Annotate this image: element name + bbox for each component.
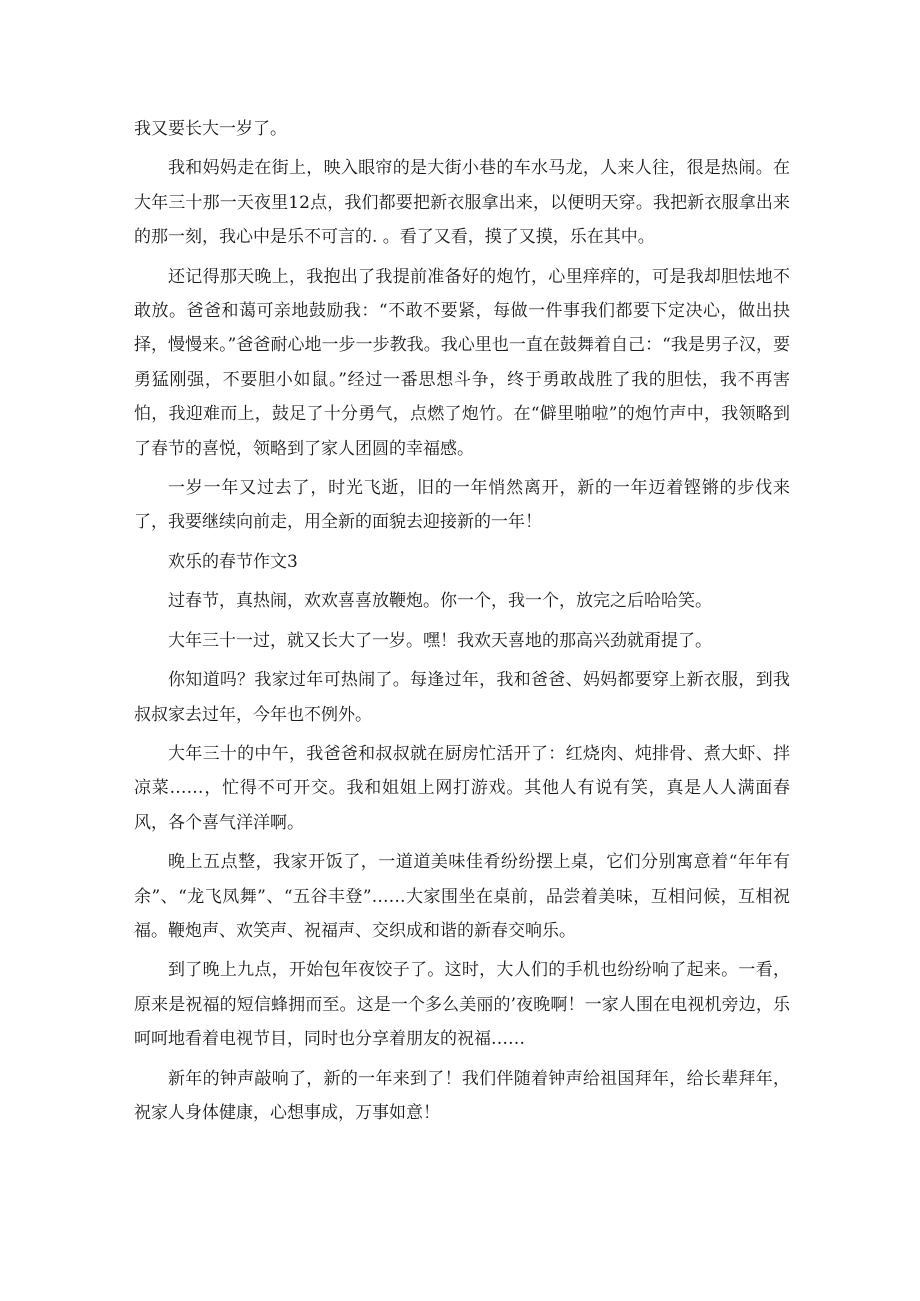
essay-title: 欢乐的春节作文3 (168, 551, 298, 572)
paragraph-dinner: 晚上五点整，我家开饭了，一道道美味佳肴纷纷摆上桌，它们分别寓意着“年年有余”、“龙飞凤舞”、“五谷丰登”……大家围坐在桌前，品尝着美味，互相问候，互相祝福。鞭炮声、欢笑声、祝福声、交织成和谐的新春交响乐。 (134, 852, 790, 941)
paragraph-one-year-older: 大年三十一过，就又长大了一岁。嘿！我欢天喜地的那高兴劲就甭提了。 (168, 630, 712, 651)
document-body (134, 112, 790, 1135)
paragraph-intro-end: 我又要长大一岁了。 (134, 119, 287, 139)
paragraph-firecrackers-rhyme: 过春节，真热闹，欢欢喜喜放鞭炮。你一个，我一个，放完之后哈哈笑。 (168, 591, 712, 612)
paragraph-dumplings-messages: 到了晚上九点，开始包年夜饺子了。这时，大人们的手机也纷纷响了起来。一看，原来是祝福的短信蜂拥而至。这是一个多么美丽的’夜晚啊！一家人围在电视机旁边，乐呵呵地看着电视节目，同时也分享着朋友的祝福…… (134, 960, 790, 1050)
paragraph-street-new-clothes: 我和妈妈走在街上，映入眼帘的是大街小巷的车水马龙，人来人往，很是热闹。在大年三十那一天夜里12点，我们都要把新衣服拿出来，以便明天穿。我把新衣服拿出来的那一刻，我心中是乐不可言的. 。看了又看，摸了又摸，乐在其中。 (134, 158, 790, 248)
paragraph-firecracker: 还记得那天晚上，我抱出了我提前准备好的炮竹，心里痒痒的，可是我却胆怯地不敢放。爸爸和蔼可亲地鼓励我：“不敢不要紧，每做一件事我们都要下定决心，做出抉择，慢慢来。”爸爸耐心地一步一步教我。我心里也一直在鼓舞着自己：“我是男子汉，要勇猛刚强，不要胆小如鼠。”经过一番思想斗争，终于勇敢战胜了我的胆怯，我不再害怕，我迎难而上，鼓足了十分勇气，点燃了炮竹。在“僻里啪啦”的炮竹声中，我领略到了春节的喜悦，领略到了家人团圆的幸福感。 (134, 266, 790, 459)
paragraph-bell-greetings: 新年的钟声敲响了，新的一年来到了！我们伴随着钟声给祖国拜年，给长辈拜年，祝家人身体健康，心想事成，万事如意！ (134, 1068, 790, 1123)
paragraph-new-year-closing: 一岁一年又过去了，时光飞逝，旧的一年悄然离开，新的一年迈着铿锵的步伐来了，我要继续向前走，用全新的面貌去迎接新的一年！ (134, 478, 790, 533)
paragraph-kitchen-cooking: 大年三十的中午，我爸爸和叔叔就在厨房忙活开了：红烧肉、炖排骨、煮大虾、拌凉菜……，忙得不可开交。我和姐姐上网打游戏。其他人有说有笑，真是人人满面春风，各个喜气洋洋啊。 (134, 743, 790, 833)
paragraph-family-new-clothes: 你知道吗？我家过年可热闹了。每逢过年，我和爸爸、妈妈都要穿上新衣服，到我叔叔家去过年，今年也不例外。 (134, 670, 790, 725)
